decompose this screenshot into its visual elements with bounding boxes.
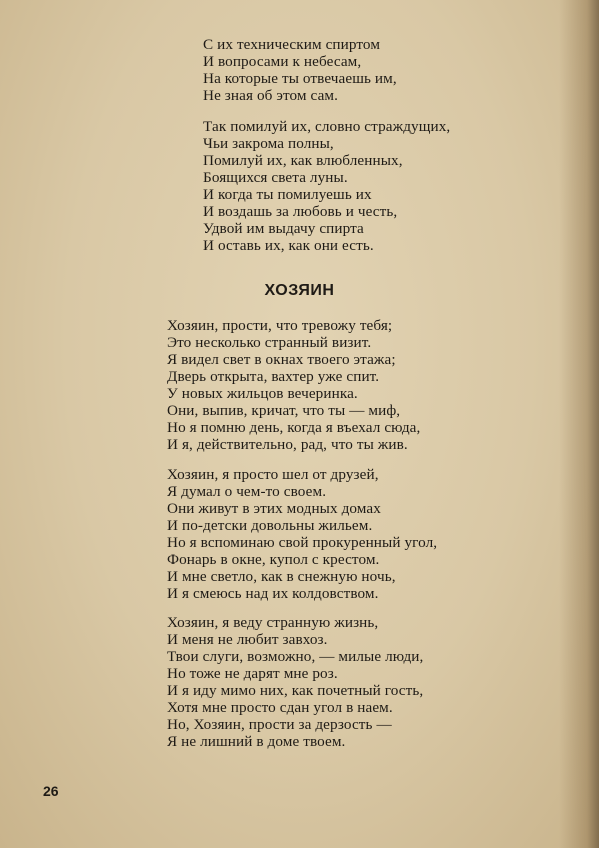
poem-line: И воздашь за любовь и честь,: [203, 203, 398, 220]
poem-line: И мне светло, как в снежную ночь,: [167, 568, 396, 585]
poem-line: С их техническим спиртом: [203, 36, 381, 53]
stanza-2: [203, 118, 450, 254]
poem-line: Но тоже не дарят мне роз.: [167, 665, 338, 682]
poem-line: И вопросами к небесам,: [203, 53, 362, 70]
poem-line: Хозяин, я веду странную жизнь,: [167, 614, 379, 631]
poem-line: Не зная об этом сам.: [203, 87, 339, 104]
poem-line: Помилуй их, как влюбленных,: [203, 152, 403, 169]
poem-line: И я, действительно, рад, что ты жив.: [167, 436, 408, 453]
poem-line: Хозяин, я просто шел от друзей,: [167, 466, 379, 483]
poem-line: Это несколько странный визит.: [167, 334, 372, 351]
poem-line: И меня не любит завхоз.: [167, 631, 328, 648]
poem-line: На которые ты отвечаешь им,: [203, 70, 397, 87]
poem-line: Они живут в этих модных домах: [167, 500, 381, 517]
page-number: 26: [43, 783, 59, 799]
poem-line: И я иду мимо них, как почетный гость,: [167, 682, 424, 699]
page-gutter-shadow: [559, 0, 599, 848]
poem-line: Я видел свет в окнах твоего этажа;: [167, 351, 396, 368]
poem-line: Боящихся света луны.: [203, 169, 348, 186]
poem-line: Хозяин, прости, что тревожу тебя;: [167, 317, 393, 334]
poem-line: Я думал о чем-то своем.: [167, 483, 327, 500]
poem-title: ХОЗЯИН: [264, 282, 335, 299]
poem-line: Но, Хозяин, прости за дерзость —: [167, 716, 392, 733]
poem-line: Чьи закрома полны,: [203, 135, 334, 152]
stanza-4: [167, 466, 437, 602]
poem-line: Но я вспоминаю свой прокуренный угол,: [167, 534, 438, 551]
poem-line: Хотя мне просто сдан угол в наем.: [167, 699, 393, 716]
poem-line: Фонарь в окне, купол с крестом.: [167, 551, 380, 568]
stanza-1: [203, 36, 397, 104]
poem-line: Твои слуги, возможно, — милые люди,: [167, 648, 424, 665]
stanza-3: [167, 317, 420, 453]
poem-line: И я смеюсь над их колдовством.: [167, 585, 379, 602]
poem-line: Дверь открыта, вахтер уже спит.: [167, 368, 380, 385]
poem-line: И когда ты помилуешь их: [203, 186, 372, 203]
poem-line: Они, выпив, кричат, что ты — миф,: [167, 402, 401, 419]
poem-line: И оставь их, как они есть.: [203, 237, 374, 254]
poem-line: Так помилуй их, словно страждущих,: [203, 118, 451, 135]
poem-line: И по-детски довольны жильем.: [167, 517, 373, 534]
poem-line: У новых жильцов вечеринка.: [167, 385, 358, 402]
stanza-5: [167, 614, 423, 750]
poem-line: Но я помню день, когда я въехал сюда,: [167, 419, 421, 436]
poem-line: Я не лишний в доме твоем.: [167, 733, 346, 750]
poem-line: Удвой им выдачу спирта: [203, 220, 364, 237]
